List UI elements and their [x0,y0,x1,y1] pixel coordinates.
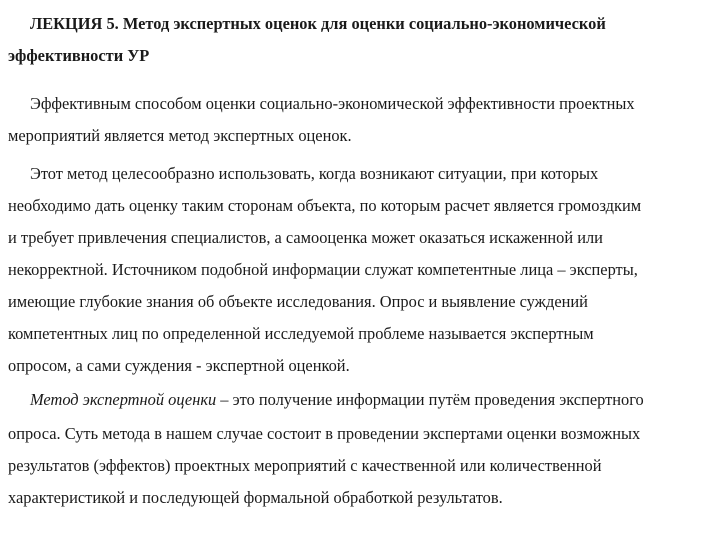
paragraph-2-line-1: Этот метод целесообразно использовать, когда возникают ситуации, при которых [30,164,599,183]
lecture-title-line-2: эффективности УР [8,46,150,65]
paragraph-3-line-1-rest: – это получение информации путём проведения экспертного [216,390,644,409]
paragraph-2-line-2: необходимо дать оценку таким сторонам объекта, по которым расчет является громоздким [8,196,642,215]
paragraph-2-line-7: опросом, а сами суждения - экспертной оценкой. [8,356,350,375]
paragraph-3-line-2: опроса. Суть метода в нашем случае состоит в проведении экспертами оценки возможных [8,424,641,443]
paragraph-3-line-1 [30,390,710,410]
paragraph-3-line-4: характеристикой и последующей формальной обработкой результатов. [8,488,503,507]
paragraph-1-line-2: мероприятий является метод экспертных оценок. [8,126,352,145]
lecture-title-line-1: ЛЕКЦИЯ 5. Метод экспертных оценок для оценки социально-экономической [30,14,606,33]
paragraph-2-line-4: некорректной. Источником подобной информации служат компетентные лица – эксперты, [8,260,638,279]
paragraph-2-line-6: компетентных лиц по определенной исследуемой проблеме называется экспертным [8,324,594,343]
paragraph-3-line-3: результатов (эффектов) проектных мероприятий с качественной или количественной [8,456,602,475]
paragraph-2-line-5: имеющие глубокие знания об объекте исследования. Опрос и выявление суждений [8,292,588,311]
paragraph-1-line-1: Эффективным способом оценки социально-экономической эффективности проектных [30,94,635,113]
method-term: Метод экспертной оценки [30,390,217,409]
paragraph-2-line-3: и требует привлечения специалистов, а самооценка может оказаться искаженной или [8,228,603,247]
